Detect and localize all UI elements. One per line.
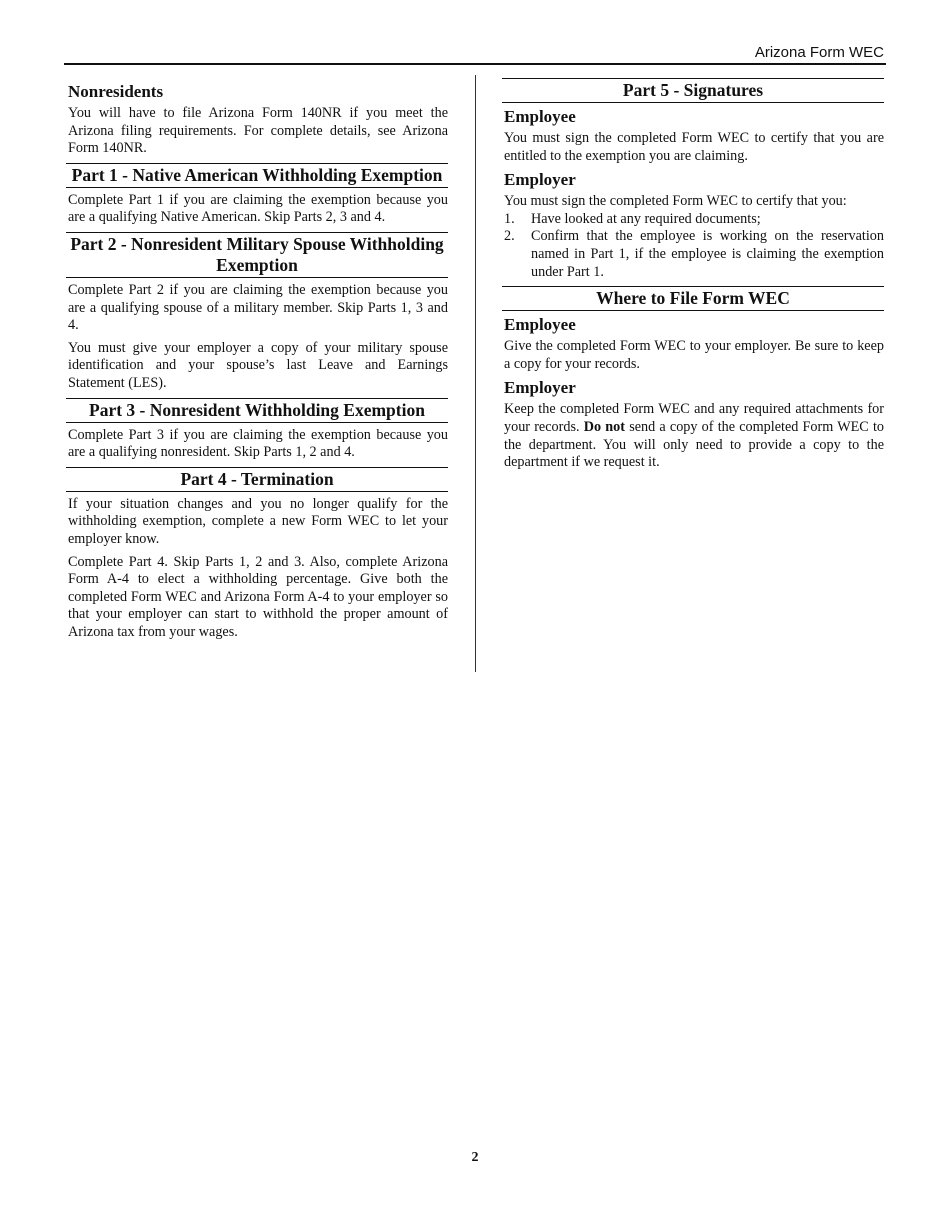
list-item-number: 1. (504, 210, 515, 227)
where-employer-text-end: send a copy of the completed Form WEC to the department. You will only need to provide a copy to the department if we request it. (504, 418, 884, 471)
list-item (504, 228, 884, 281)
where-employer-text-start: Keep the completed Form WEC and any required attachments for your records. (504, 401, 884, 435)
right-column (502, 78, 884, 477)
nonresidents-heading: Nonresidents (68, 82, 164, 101)
where-to-file-heading: Where to File Form WEC (502, 286, 884, 311)
header-rule (64, 63, 886, 65)
part1-text: Complete Part 1 if you are claiming the exemption because you are a qualifying Native American. Skip Parts 2, 3 and 4. (68, 191, 448, 226)
part2-heading: Part 2 - Nonresident Military Spouse Withholding Exemption (66, 232, 448, 278)
part2-les-text: You must give your employer a copy of your military spouse identification and your spouse’s last Leave and Earnings Statement (LES). (68, 339, 448, 391)
left-column (66, 78, 448, 646)
part5-employer-heading: Employer (504, 170, 576, 190)
nonresidents-text: You will have to file Arizona Form 140NR if you meet the Arizona filing requirements. For complete details, see Arizona Form 140NR. (68, 105, 448, 157)
do-not-emphasis: Do not (583, 418, 625, 435)
where-employee-heading: Employee (504, 315, 576, 335)
list-item-text: Confirm that the employee is working on the reservation named in Part 1, if the employee is claiming the exemption under Part 1. (531, 228, 884, 280)
part4-instructions-text: Complete Part 4. Skip Parts 1, 2 and 3. Also, complete Arizona Form A-4 to elect a withholding percentage. Give both the completed Form WEC and Arizona Form A-4 to your employer so that your employer can start to withhold the proper amount of Arizona tax from your wages. (68, 553, 448, 640)
part1-heading: Part 1 - Native American Withholding Exemption (66, 163, 448, 188)
part5-heading: Part 5 - Signatures (502, 78, 884, 103)
part5-employee-text: You must sign the completed Form WEC to certify that you are entitled to the exemption you are claiming. (504, 130, 884, 164)
where-employer-text (504, 401, 884, 471)
part5-employee-heading: Employee (504, 107, 576, 126)
page-number: 2 (471, 1150, 479, 1165)
part3-text: Complete Part 3 if you are claiming the exemption because you are a qualifying nonresident. Skip Parts 1, 2 and 4. (68, 426, 448, 461)
list-item-number: 2. (504, 228, 515, 245)
column-divider (475, 75, 476, 672)
list-item (504, 211, 884, 229)
where-employee-text: Give the completed Form WEC to your employer. Be sure to keep a copy for your records. (504, 338, 884, 372)
part4-heading: Part 4 - Termination (66, 467, 448, 492)
where-employer-heading: Employer (504, 378, 576, 398)
part3-heading: Part 3 - Nonresident Withholding Exemption (66, 398, 448, 423)
part4-text: If your situation changes and you no longer qualify for the withholding exemption, complete a new Form WEC to let your employer know. (68, 495, 448, 547)
list-item-text: Have looked at any required documents; (531, 210, 761, 227)
part2-text: Complete Part 2 if you are claiming the exemption because you are a qualifying spouse of a military member. Skip Parts 1, 3 and 4. (68, 281, 448, 334)
part5-employer-text: You must sign the completed Form WEC to certify that you: (504, 193, 847, 210)
employer-certification-list (504, 211, 884, 281)
form-title: Arizona Form WEC (754, 44, 884, 61)
